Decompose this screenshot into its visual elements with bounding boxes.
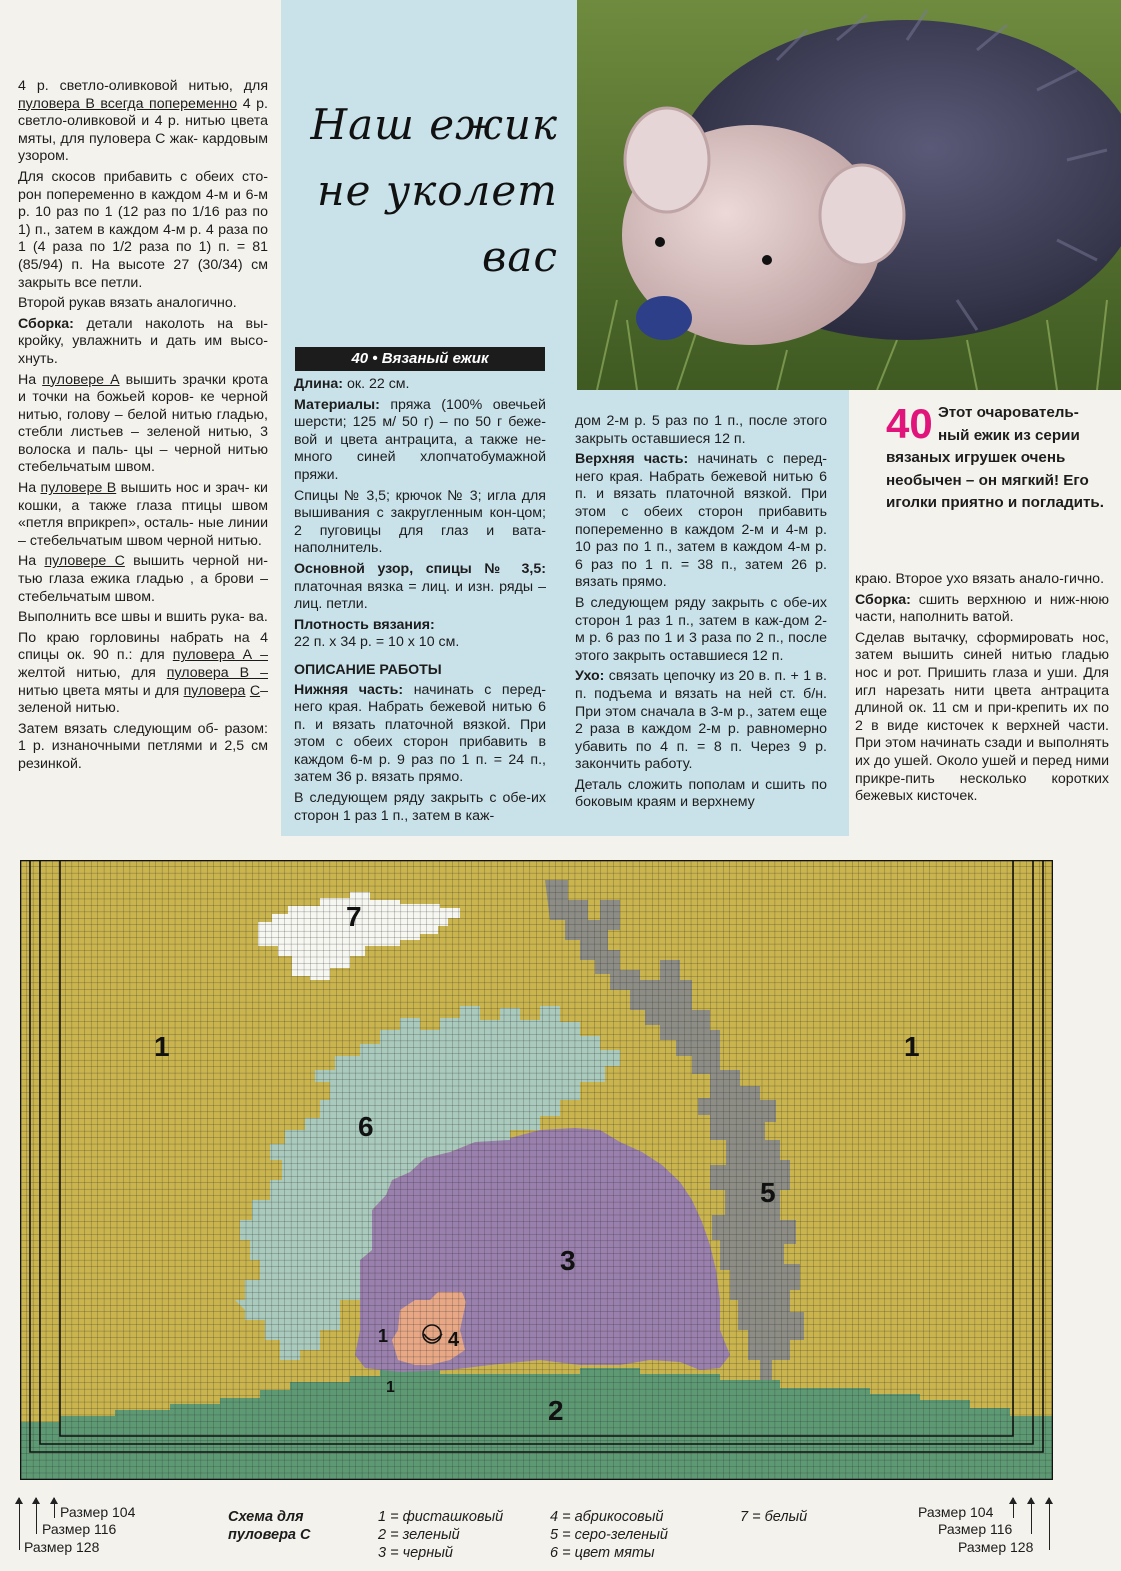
paragraph: Ухо: связать цепочку из 20 в. п. + 1 в. п. подъема и вязать на ней ст. б/н. При этом сначала в 3-м р., затем еще 2 раза в каждом 2-м р. равномерно убавить по 4 п. = 8 п. Через 9 р. закончить работу. [575,668,827,773]
size-label-104: Размер 104 [60,1504,136,1520]
legend-item: 6 = цвет мяты [550,1545,655,1561]
headline-line: не уколет [316,166,558,215]
paragraph: 22 п. х 34 р. = 10 х 10 см. [294,634,460,651]
paragraph: Сделав вытачку, сформировать нос, затем вышить синей нитью гладью нос и рот. Пришить глаза и уши. Для игл нарезать нити цвета антрацита длиной ок. 11 см и при-крепить их по 2 в виде кисточек к верхней части. При этом начинать сзади и выполнять их до ушей. Около ушей и перед ними прикре-пить несколько коротких бежевых кисточек. [855,629,1109,805]
knitting-chart [20,860,1053,1480]
legend-column [378,1508,503,1562]
teaser-text [886,402,1110,515]
paragraph: Верхняя часть: начинать с перед-него края. Набрать бежевой нитью 6 п. и вязать платочной вязкой. При этом с обеих сторон прибавить попеременно в каждом 2-м и 4-м р. 10 раз по 1 п., затем в каждом 4-м р. 6 раз по 1 п. = 38 п., затем 26 р. вязать прямо. [575,451,827,591]
paragraph: По краю горловины набрать на 4 спицы ок. 90 п.: для пуловера А – желтой нитью, для пуловера В – нитью цвета мяты и для пуловера С– зеленой нитью. [18,629,268,717]
teaser-line: Этот очарователь- [938,404,1079,421]
headline-line: Наш ежик [310,100,558,149]
paragraph: В следующем ряду закрыть с обе-их сторон 1 раз 1 п., затем в каж-дом 2-м р. 6 раз по 1 и 3 раза по 2 п., после этого закрыть оставшиеся 12 п. [575,594,827,664]
paragraph: Длина: ок. 22 см. [294,376,410,392]
chart-label: 2 [548,1395,564,1426]
paragraph: дом 2-м р. 5 раз по 1 п., после этого закрыть оставшиеся 12 п. [575,413,827,447]
size-arrow [36,1498,37,1534]
legend-item: 7 = белый [740,1509,808,1525]
legend-item: 4 = абрикосовый [550,1509,664,1525]
article-badge: 40 • Вязаный ежик [295,347,545,371]
paragraph: Нижняя часть: начинать с перед-него края. Набрать бежевой нитью 6 п. и вязать платочной вязкой. При этом с обеих сторон прибавить в каждом 6-м р. 9 раз по 1 п. = 24 п., затем 36 р. вязать прямо. [294,681,546,786]
paragraph: Материалы: пряжа (100% овечьей шерсти; 125 м/ 50 г) – по 50 г беже-вой и цвета антрацита, а также не-много синей хлопчатобумажной пряжи. [294,396,546,483]
size-label-128: Размер 128 [958,1539,1034,1555]
paragraph: Деталь сложить пополам и сшить по боковым краям и верхнему [575,776,827,811]
legend-item: 1 = фисташковый [378,1509,504,1525]
chart-label: 1 [386,1379,395,1396]
teaser-line: иголки приятно и погладить. [886,494,1104,511]
size-arrow [1031,1498,1032,1534]
chart-label: 1 [378,1326,389,1346]
paragraph: Сборка: сшить верхнюю и ниж-нюю части, наполнить ватой. [855,591,1109,626]
hedgehog-photo [577,0,1121,390]
chart-label: 4 [448,1329,460,1351]
legend-item: 3 = черный [378,1545,453,1561]
paragraph: Для скосов прибавить с обеих сто- рон попеременно в каждом 4-м и 6-м р. 10 раз по 1 (12 раз по 1/16 раз по 1) п., затем в каждом 4-м р. 4 раза по 1 (4 раза по 1/2 раза по 1) п. = 81 (85/94) п. На высоте 27 (30/34) см закрыть все петли. [18,168,268,291]
size-arrow [1013,1498,1014,1518]
legend-item: 2 = зеленый [378,1527,460,1543]
paragraph: На пуловере В вышить нос и зрач- ки кошки, а также глаза птицы швом «петля вприкреп», осталь- ные линии – стебельчатым швом черной нитью. [18,480,268,549]
size-label-116: Размер 116 [938,1521,1013,1537]
paragraph: 4 р. светло-оливковой нитью, для пуловера В всегда попеременно 4 р. светло-оливковой и 4 р. нитью цвета мяты, для пуловера С жак- кардовым узором. [18,78,268,165]
teaser-number: 40 [886,400,933,447]
legend-column [550,1508,668,1562]
size-arrow [19,1498,20,1550]
chart-label: 6 [358,1111,374,1142]
paragraph: На пуловере С вышить черной ни- тью глаза ежика гладью , а брови – стебельчатым швом. [18,553,268,605]
paragraph: Выполнить все швы и вшить рука- ва. [18,609,268,626]
paragraph: Сборка: детали наколоть на вы- кройку, увлажнить и дать им высо- хнуть. [18,315,268,367]
text-column-2 [294,376,546,828]
legend-column [740,1508,807,1526]
text-column-3 [575,413,827,815]
headline-line: вас [481,232,558,281]
text-column-4 [855,571,1109,809]
text-column-1 [18,78,268,777]
chart-label: 1 [904,1031,920,1062]
paragraph: Затем вязать следующим об- разом: 1 р. изнаночными петлями и 2,5 см резинкой. [18,720,268,772]
chart-label: 5 [760,1177,776,1208]
paragraph: Второй рукав вязать аналогично. [18,295,237,312]
paragraph: Основной узор, спицы № 3,5: платочная вязка = лиц. и изн. ряды – лиц. петли. [294,560,546,613]
paragraph: На пуловере А вышить зрачки крота и точки на божьей коров- ке черной нитью, голову – белой нитью гладью, стебли листьев – зеленой нитью, 3 волоска и паль- цы – черной нитью стебельчатым швом. [18,371,269,476]
chart-grid [20,860,1053,1480]
paragraph: краю. Второе ухо вязать анало-гично. [855,571,1105,587]
size-label-116: Размер 116 [42,1521,117,1537]
size-arrow [1049,1498,1050,1550]
legend-title: Схема для пуловера С [228,1509,311,1543]
chart-label: 7 [346,901,362,932]
paragraph: В следующем ряду закрыть с обе-их сторон 1 раз 1 п., затем в каж- [294,790,546,824]
paragraph: Спицы № 3,5; крючок № 3; игла для вышивания с закругленным кон-цом; 2 пуговицы для глаз и вата-наполнитель. [294,487,546,557]
headline [296,92,558,290]
paragraph: Плотность вязания: [294,616,435,633]
size-arrow [54,1498,55,1518]
teaser-line: необычен – он мягкий! Его [886,471,1089,489]
section-heading: ОПИСАНИЕ РАБОТЫ [294,661,442,678]
size-label-104: Размер 104 [918,1504,994,1520]
teaser-line: ный ежик из серии [938,426,1080,444]
chart-label: 1 [154,1031,170,1062]
legend-item: 5 = серо-зеленый [550,1527,668,1543]
size-label-128: Размер 128 [24,1539,100,1555]
chart-label: 3 [560,1245,576,1276]
teaser-line: вязаных игрушек очень [886,449,1066,466]
